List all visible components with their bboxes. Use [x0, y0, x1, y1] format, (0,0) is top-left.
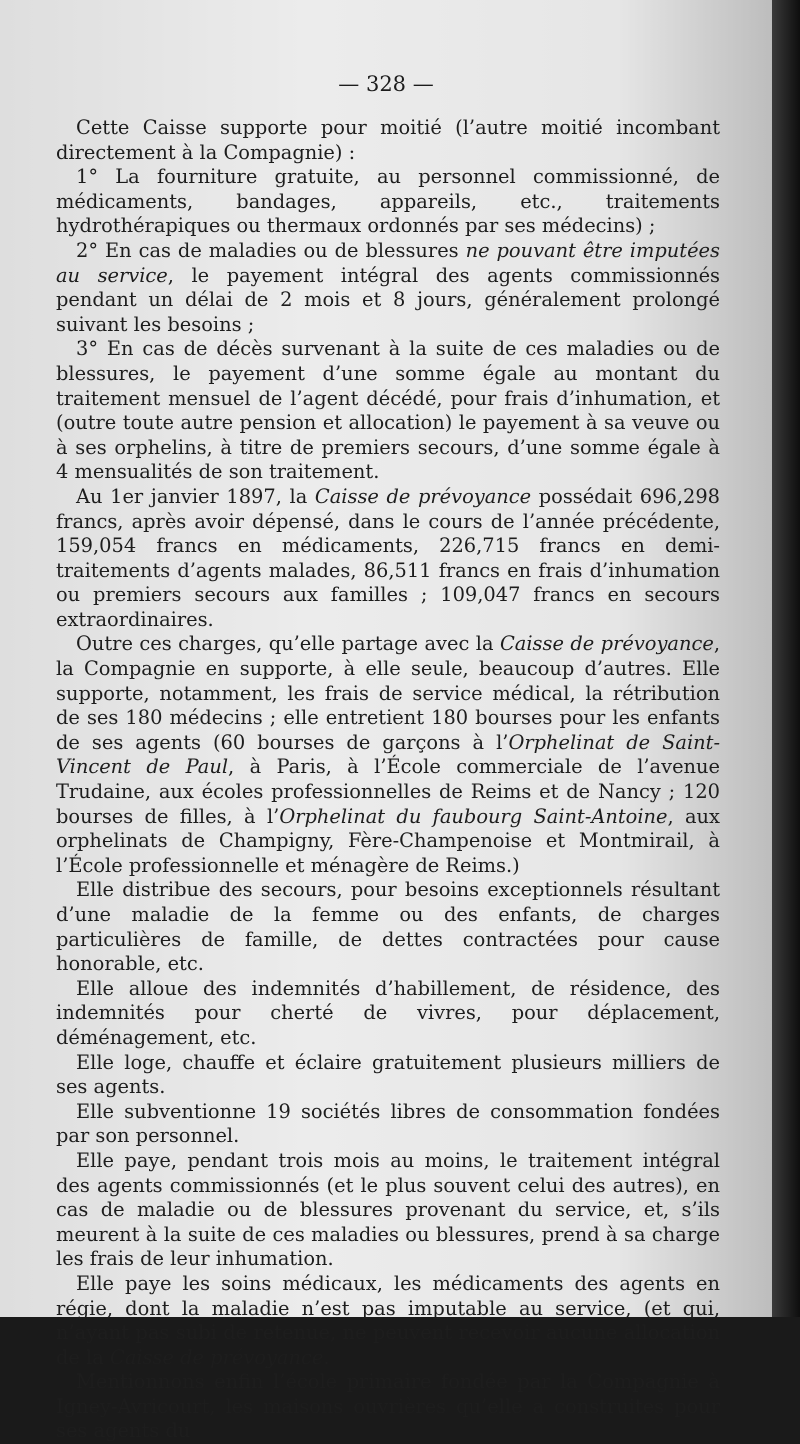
text-run: Elle alloue des indemnités d’habillement, de résidence, des indemnités pour cherté de vivres, pour déplacement, déménagement, etc. [56, 976, 720, 1049]
text-run: 1° La fourniture gratuite, au personnel commissionné, de médicaments, bandages, appareils, etc., traitements hydrothérapiques ou thermaux ordonnés par ses médecins) ; [56, 165, 720, 238]
paragraph [56, 1370, 720, 1444]
italic-text: Orphelinat de Saint-Vincent de Paul [56, 730, 720, 779]
text-run: Cette Caisse supporte pour moitié (l’autre moitié incombant directement à la Compagnie) : [56, 116, 720, 164]
body-text [56, 116, 720, 1444]
text-run: Mentionnons enfin l’école primaire fondée par la Compagnie à Igney-Avricourt, les maisons ouvrières qu’elle a construites pour ses agents du [56, 1370, 720, 1443]
text-run: Elle subventionne 19 sociétés libres de consommation fondées par son personnel. [56, 1099, 720, 1148]
text-run: Elle distribue des secours, pour besoins exceptionnels résultant d’une maladie de la femme ou des enfants, de charges particulières de famille, de dettes contractées pour cause honorable, etc. [56, 878, 720, 976]
scan-border [772, 0, 800, 1317]
italic-text: Caisse de prévoyance [109, 1345, 324, 1369]
paragraph [56, 1051, 720, 1100]
text-run: , à Paris, à l’École commerciale de l’avenue Trudaine, aux écoles professionnelles de Reims et de Nancy ; 120 bourses de filles, à l’ [56, 755, 720, 828]
text-run: Elle loge, chauffe et éclaire gratuitement plusieurs milliers de ses agents. [56, 1050, 720, 1099]
paragraph [56, 977, 720, 1051]
paragraph [56, 165, 720, 239]
text-run: Elle paye, pendant trois mois au moins, le traitement intégral des agents commissionnés (et le plus souvent celui des autres), en cas de maladie ou de blessures provenant du service, et, s’ils meurent à la suite de ces maladies ou blessures, prend à sa charge les frais de leur inhumation. [56, 1148, 720, 1271]
paragraph [56, 1149, 720, 1272]
text-run: Au 1er janvier 1897, la [76, 484, 315, 508]
paragraph [56, 878, 720, 976]
text-run: Elle paye les soins médicaux, les médicaments des agents en régie, dont la maladie n’est pas imputable au service, (et qui, n’ayant pas subi de retenue, ne peuvent recevoir aucune allocation de la [56, 1271, 720, 1369]
text-run: 2° En cas de maladies ou de blessures [76, 238, 466, 262]
paragraph [56, 1272, 720, 1370]
paragraph [56, 1100, 720, 1149]
text-run: Outre ces charges, qu’elle partage avec la [76, 632, 500, 656]
italic-text: Caisse de prévoyance [314, 484, 532, 508]
paragraph [56, 632, 720, 878]
paragraph [56, 337, 720, 485]
italic-text: ne pouvant être imputées au service [56, 238, 720, 287]
page-number: — 328 — [338, 72, 434, 96]
paragraph [56, 485, 720, 633]
text-run: 3° En cas de décès survenant à la suite de ces maladies ou de blessures, le payement d’une somme égale au montant du traitement mensuel de l’agent décédé, pour frais d’inhumation, et (outre toute autre pension et allocation) le payement à sa veuve ou à ses orphelins, à titre de premiers secours, d’une somme égale à 4 mensualités de son traitement. [56, 337, 720, 484]
italic-text: Caisse de prévoyance [499, 632, 714, 656]
paragraph [56, 239, 720, 337]
text-run: . [323, 1345, 330, 1369]
text-run: , la Compagnie en supporte, à elle seule, beaucoup d’autres. Elle supporte, notamment, les frais de service médical, la rétribution de ses 180 médecins ; elle entretient 180 bourses pour les enfants de ses agents (60 bourses de garçons à l’ [56, 632, 720, 754]
text-run: , le payement intégral des agents commissionnés pendant un délai de 2 mois et 8 jours, généralement prolongé suivant les besoins ; [56, 263, 720, 336]
paragraph [56, 116, 720, 165]
italic-text: Orphelinat du faubourg Saint-Antoine [279, 804, 668, 828]
text-run: possédait 696,298 francs, après avoir dépensé, dans le cours de l’année précédente, 159,054 francs en médicaments, 226,715 francs en demi-traitements d’agents malades, 86,511 francs en frais d’inhumation ou premiers secours aux familles ; 109,047 francs en secours extraordinaires. [56, 484, 720, 631]
text-run: , aux orphelinats de Champigny, Fère-Champenoise et Montmirail, à l’École professionnelle et ménagère de Reims.) [56, 804, 720, 877]
